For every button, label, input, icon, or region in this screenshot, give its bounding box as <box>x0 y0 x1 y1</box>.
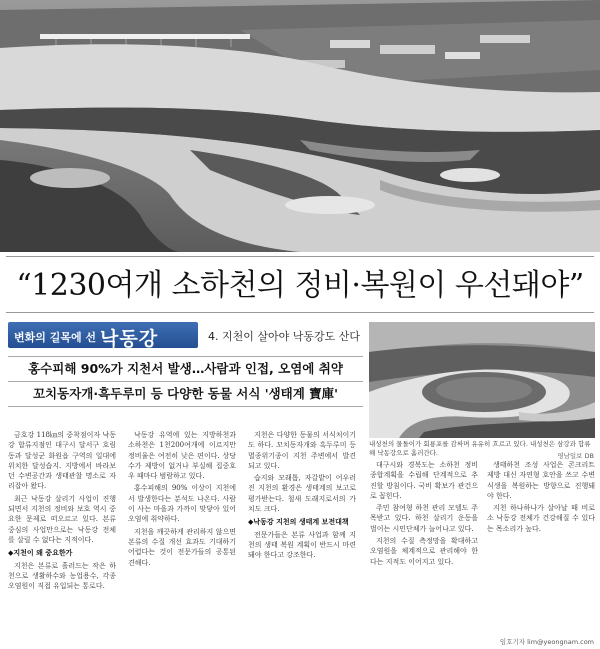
section-heading: ◆낙동강 지천의 생태계 보전대책 <box>248 518 349 527</box>
column-3 <box>248 430 356 563</box>
paragraph: 지천은 본류로 흘러드는 작은 하천으로 생활하수와 농업용수, 각종 오염원이 직접 유입되는 통로다. <box>8 561 116 591</box>
photo-caption: 내성천의 물돌이가 회룡포를 감싸며 유유히 흐르고 있다. 내성천은 삼강과 합류해 낙동강으로 흘러간다. <box>369 440 591 457</box>
paragraph: 대구시와 경북도는 소하천 정비 종합계획을 수립해 단계적으로 추진할 방침이다. 국비 확보가 관건으로 꼽힌다. <box>370 461 478 500</box>
subhead-rule <box>8 381 363 382</box>
paragraph: 전문가들은 본류 사업과 함께 지천의 생태 복원 계획이 반드시 마련돼야 한다고 강조한다. <box>248 530 356 560</box>
subhead-rule <box>8 356 363 357</box>
article-body <box>8 430 595 640</box>
series-logo <box>8 322 198 348</box>
aerial-river-photo <box>0 0 600 252</box>
paragraph: 생태하천 조성 사업은 콘크리트 제방 대신 자연형 호안을 쓰고 수변 식생을 복원하는 방향으로 진행돼야 한다. <box>487 461 595 500</box>
section-heading: ◆지천이 왜 중요한가 <box>8 549 73 558</box>
paragraph: 홍수피해의 90% 이상이 지천에서 발생한다는 분석도 나온다. 사람이 사는 마을과 가까이 맞닿아 있어 오염에 취약하다. <box>128 484 236 524</box>
subhead-2: 꼬치동자개·흑두루미 등 다양한 동물 서식 '생태계 寶庫' <box>32 386 338 401</box>
paragraph: 최근 낙동강 살리기 사업이 진행되면서 지천의 정비와 보호 역시 중요한 문제로 떠오르고 있다. 본류 중심의 사업만으로는 낙동강 전체를 살릴 수 없다는 지적이다. <box>8 494 116 544</box>
paragraph: 금호강 118㎞의 중착점이자 낙동강 합류지점인 대구시 달서구 호림동과 달성군 화원읍 구역의 일대에 위치한 달성습지. 지방에서 바라보던 수변공간과 생태관찰 명소로 자리잡아 왔다. <box>8 431 116 491</box>
paragraph: 습지와 모래톱, 자갈밭이 어우러진 지천의 환경은 생태계의 보고로 평가받는다. 철새 도래지로서의 가치도 크다. <box>248 474 356 514</box>
column-1 <box>8 430 116 593</box>
paragraph: 지천을 깨끗하게 관리하지 않으면 본류의 수질 개선 효과도 기대하기 어렵다는 것이 전문가들의 공통된 견해다. <box>128 527 236 567</box>
series-big-title: 낙동강 <box>100 328 159 348</box>
photo-credit: 영남일보 DB <box>557 452 594 460</box>
paragraph: 지천은 다양한 동물의 서식처이기도 하다. 꼬치동자개와 흑두루미 등 멸종위기종이 지천 주변에서 발견되고 있다. <box>248 431 356 470</box>
subhead-rule <box>8 406 363 407</box>
series-small-title: 변화의 길목에 선 <box>14 331 97 344</box>
top-rule <box>6 256 594 257</box>
paragraph: 낙동강 유역에 있는 지방하천과 소하천은 1천200여개에 이르지만 정비율은 여전히 낮은 편이다. 상당수가 제방이 없거나 부실해 집중호우 때마다 범람하고 있다. <box>128 431 236 481</box>
meander-photo <box>369 322 595 438</box>
paragraph: 지천 하나하나가 살아날 때 비로소 낙동강 전체가 건강해질 수 있다는 목소리가 높다. <box>487 504 595 533</box>
paragraph: 주민 참여형 하천 관리 모델도 주목받고 있다. 하천 살리기 운동을 벌이는 시민단체가 늘어나고 있다. <box>370 504 478 533</box>
byline: 임호기자 lim@yeongnam.com <box>499 638 594 646</box>
column-2 <box>128 430 236 570</box>
paragraph: 지천의 수질 측정망을 확대하고 오염원을 체계적으로 관리해야 한다는 지적도 이어지고 있다. <box>370 537 478 566</box>
series-banner <box>8 322 363 348</box>
column-4 <box>370 460 478 569</box>
subhead-1: 홍수피해 90%가 지천서 발생…사람과 인접, 오염에 취약 <box>28 361 343 376</box>
column-5 <box>487 460 595 536</box>
headline-rule <box>6 312 594 313</box>
subheads <box>8 355 363 408</box>
episode-title: 4. 지천이 살아야 낙동강도 산다 <box>208 330 360 343</box>
headline: “1230여개 소하천의 정비·복원이 우선돼야” <box>16 268 584 303</box>
